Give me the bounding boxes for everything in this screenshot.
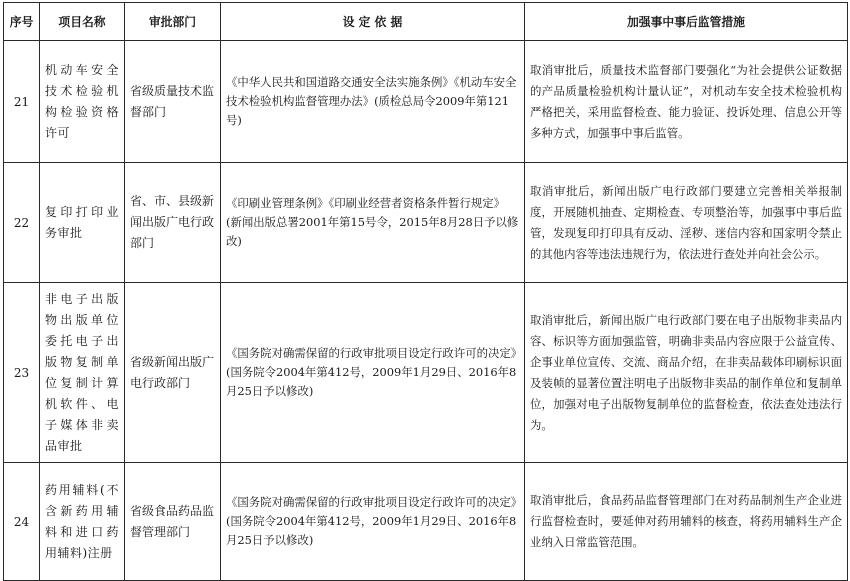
row-approval-dept: 省、市、县级新闻出版广电行政部门 — [125, 163, 221, 283]
row-item-name: 药用辅料(不含新药用辅料和进口药用辅料)注册 — [40, 463, 125, 581]
header-seq: 序号 — [4, 3, 40, 41]
row-item-name: 复印打印业务审批 — [40, 163, 125, 283]
table-header-row — [4, 3, 848, 41]
row-item-name: 机动车安全技术检验机构检验资格许可 — [40, 41, 125, 163]
table-row — [4, 283, 848, 463]
approval-items-table — [3, 2, 848, 581]
row-supervision-measures: 取消审批后，食品药品监督管理部门在对药品制剂生产企业进行监督检查时，要延伸对药用辅料的核查，将药用辅料生产企业纳入日常监管范围。 — [525, 463, 848, 581]
row-seq: 24 — [4, 463, 40, 581]
row-seq: 23 — [4, 283, 40, 463]
row-legal-basis: 《国务院对确需保留的行政审批项目设定行政许可的决定》(国务院令2004年第412号，2009年1月29日、2016年8月25日予以修改) — [221, 283, 525, 463]
row-legal-basis: 《印刷业管理条例》《印刷业经营者资格条件暂行规定》(新闻出版总署2001年第15号令，2015年8月28日予以修改) — [221, 163, 525, 283]
row-approval-dept: 省级食品药品监督管理部门 — [125, 463, 221, 581]
header-approval-dept: 审批部门 — [125, 3, 221, 41]
table-row — [4, 163, 848, 283]
row-supervision-measures: 取消审批后，质量技术监督部门要强化“为社会提供公证数据的产品质量检验机构计量认证”，对机动车安全技术检验机构严格把关，采用监督检查、能力验证、投诉处理、信息公开等多种方式，加强事中事后监管。 — [525, 41, 848, 163]
row-approval-dept: 省级质量技术监督部门 — [125, 41, 221, 163]
row-seq: 22 — [4, 163, 40, 283]
row-seq: 21 — [4, 41, 40, 163]
row-supervision-measures: 取消审批后，新闻出版广电行政部门要建立完善相关举报制度，开展随机抽查、定期检查、专项整治等，加强事中事后监管，发现复印打印具有反动、淫秽、迷信内容和国家明令禁止的其他内容等违法违规行为，依法进行查处并向社会公示。 — [525, 163, 848, 283]
row-approval-dept: 省级新闻出版广电行政部门 — [125, 283, 221, 463]
header-legal-basis: 设 定 依 据 — [221, 3, 525, 41]
table-row — [4, 41, 848, 163]
header-supervision-measures: 加强事中事后监管措施 — [525, 3, 848, 41]
row-legal-basis: 《中华人民共和国道路交通安全法实施条例》《机动车安全技术检验机构监督管理办法》(质检总局令2009年第121号) — [221, 41, 525, 163]
row-item-name: 非电子出版物出版单位委托电子出版物复制单位复制计算机软件、电子媒体非卖品审批 — [40, 283, 125, 463]
row-legal-basis: 《国务院对确需保留的行政审批项目设定行政许可的决定》(国务院令2004年第412号，2009年1月29日、2016年8月25日予以修改) — [221, 463, 525, 581]
header-item-name: 项目名称 — [40, 3, 125, 41]
table-row — [4, 463, 848, 581]
row-supervision-measures: 取消审批后，新闻出版广电行政部门要在电子出版物非卖品内容、标识等方面加强监管，明确非卖品内容应限于公益宣传、企事业单位宣传、交流、商品介绍，在非卖品载体印刷标识面及装帧的显著位置注明电子出版物非卖品的制作单位和复制单位，加强对电子出版物复制单位的监督检查，依法查处违法行为。 — [525, 283, 848, 463]
